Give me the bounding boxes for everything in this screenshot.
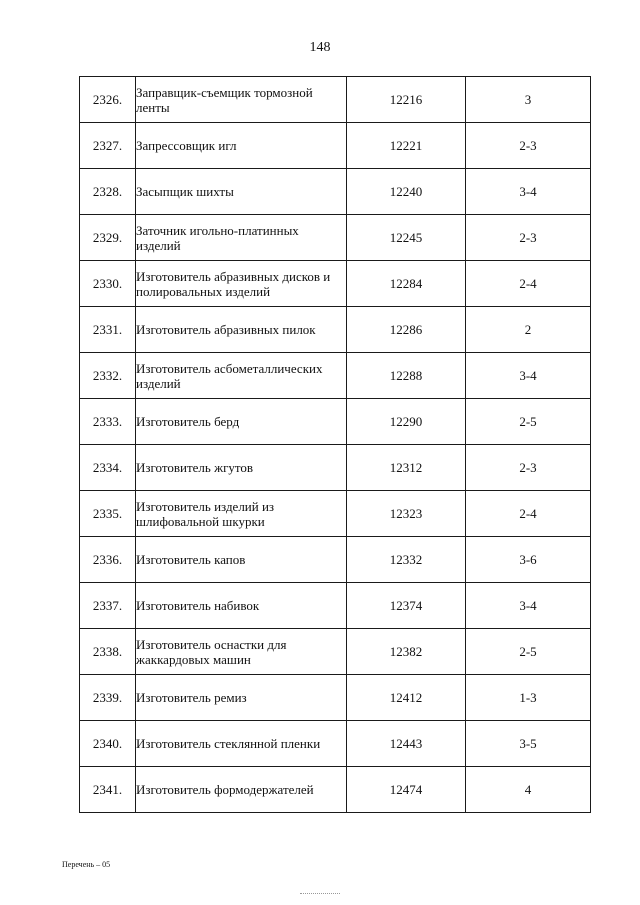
profession-code-cell: 12216 [347,77,466,123]
row-number-cell: 2328. [80,169,136,215]
table-row [80,537,591,583]
table-row [80,445,591,491]
row-number-cell: 2340. [80,721,136,767]
table-row [80,767,591,813]
row-number-cell: 2337. [80,583,136,629]
footer-label: Перечень – 05 [62,860,111,869]
profession-name-cell: Изготовитель абразивных пилок [136,307,347,353]
row-number-cell: 2326. [80,77,136,123]
row-number-cell: 2334. [80,445,136,491]
row-number-cell: 2333. [80,399,136,445]
grade-range-cell: 3-5 [466,721,591,767]
profession-name-cell: Заправщик-съемщик тормозной ленты [136,77,347,123]
grade-range-cell: 2-3 [466,445,591,491]
profession-code-cell: 12443 [347,721,466,767]
profession-code-cell: 12382 [347,629,466,675]
table-row [80,629,591,675]
profession-code-cell: 12312 [347,445,466,491]
table-row [80,583,591,629]
grade-range-cell: 2 [466,307,591,353]
row-number-cell: 2330. [80,261,136,307]
table-row [80,123,591,169]
table-row [80,215,591,261]
profession-name-cell: Запрессовщик игл [136,123,347,169]
grade-range-cell: 3-4 [466,353,591,399]
profession-code-cell: 12221 [347,123,466,169]
table-row [80,491,591,537]
table-row [80,169,591,215]
grade-range-cell: 3-4 [466,169,591,215]
table-row [80,675,591,721]
grade-range-cell: 2-5 [466,399,591,445]
profession-code-cell: 12245 [347,215,466,261]
row-number-cell: 2331. [80,307,136,353]
row-number-cell: 2329. [80,215,136,261]
grade-range-cell: 2-5 [466,629,591,675]
profession-name-cell: Изготовитель набивок [136,583,347,629]
grade-range-cell: 2-3 [466,215,591,261]
grade-range-cell: 1-3 [466,675,591,721]
row-number-cell: 2341. [80,767,136,813]
profession-code-cell: 12323 [347,491,466,537]
profession-name-cell: Изготовитель жгутов [136,445,347,491]
profession-code-cell: 12286 [347,307,466,353]
profession-name-cell: Засыпщик шихты [136,169,347,215]
table-row [80,399,591,445]
profession-code-cell: 12374 [347,583,466,629]
grade-range-cell: 2-4 [466,491,591,537]
row-number-cell: 2332. [80,353,136,399]
profession-name-cell: Изготовитель абразивных дисков и полировальных изделий [136,261,347,307]
grade-range-cell: 3-6 [466,537,591,583]
profession-name-cell: Изготовитель асбометаллических изделий [136,353,347,399]
profession-name-cell: Заточник игольно-платинных изделий [136,215,347,261]
table-row [80,307,591,353]
table-body [80,77,591,813]
profession-table [79,76,591,813]
profession-name-cell: Изготовитель формодержателей [136,767,347,813]
grade-range-cell: 2-3 [466,123,591,169]
profession-code-cell: 12474 [347,767,466,813]
row-number-cell: 2327. [80,123,136,169]
profession-code-cell: 12412 [347,675,466,721]
table-row [80,353,591,399]
grade-range-cell: 2-4 [466,261,591,307]
row-number-cell: 2339. [80,675,136,721]
profession-name-cell: Изготовитель капов [136,537,347,583]
row-number-cell: 2335. [80,491,136,537]
profession-name-cell: Изготовитель ремиз [136,675,347,721]
profession-name-cell: Изготовитель стеклянной пленки [136,721,347,767]
scan-edge-mark [300,893,340,895]
grade-range-cell: 3 [466,77,591,123]
page-number: 148 [309,40,331,55]
profession-name-cell: Изготовитель берд [136,399,347,445]
profession-code-cell: 12290 [347,399,466,445]
profession-code-cell: 12288 [347,353,466,399]
profession-name-cell: Изготовитель изделий из шлифовальной шкурки [136,491,347,537]
profession-name-cell: Изготовитель оснастки для жаккардовых машин [136,629,347,675]
row-number-cell: 2338. [80,629,136,675]
grade-range-cell: 3-4 [466,583,591,629]
profession-code-cell: 12332 [347,537,466,583]
table-row [80,721,591,767]
table-row [80,77,591,123]
row-number-cell: 2336. [80,537,136,583]
grade-range-cell: 4 [466,767,591,813]
profession-code-cell: 12240 [347,169,466,215]
table-row [80,261,591,307]
profession-code-cell: 12284 [347,261,466,307]
